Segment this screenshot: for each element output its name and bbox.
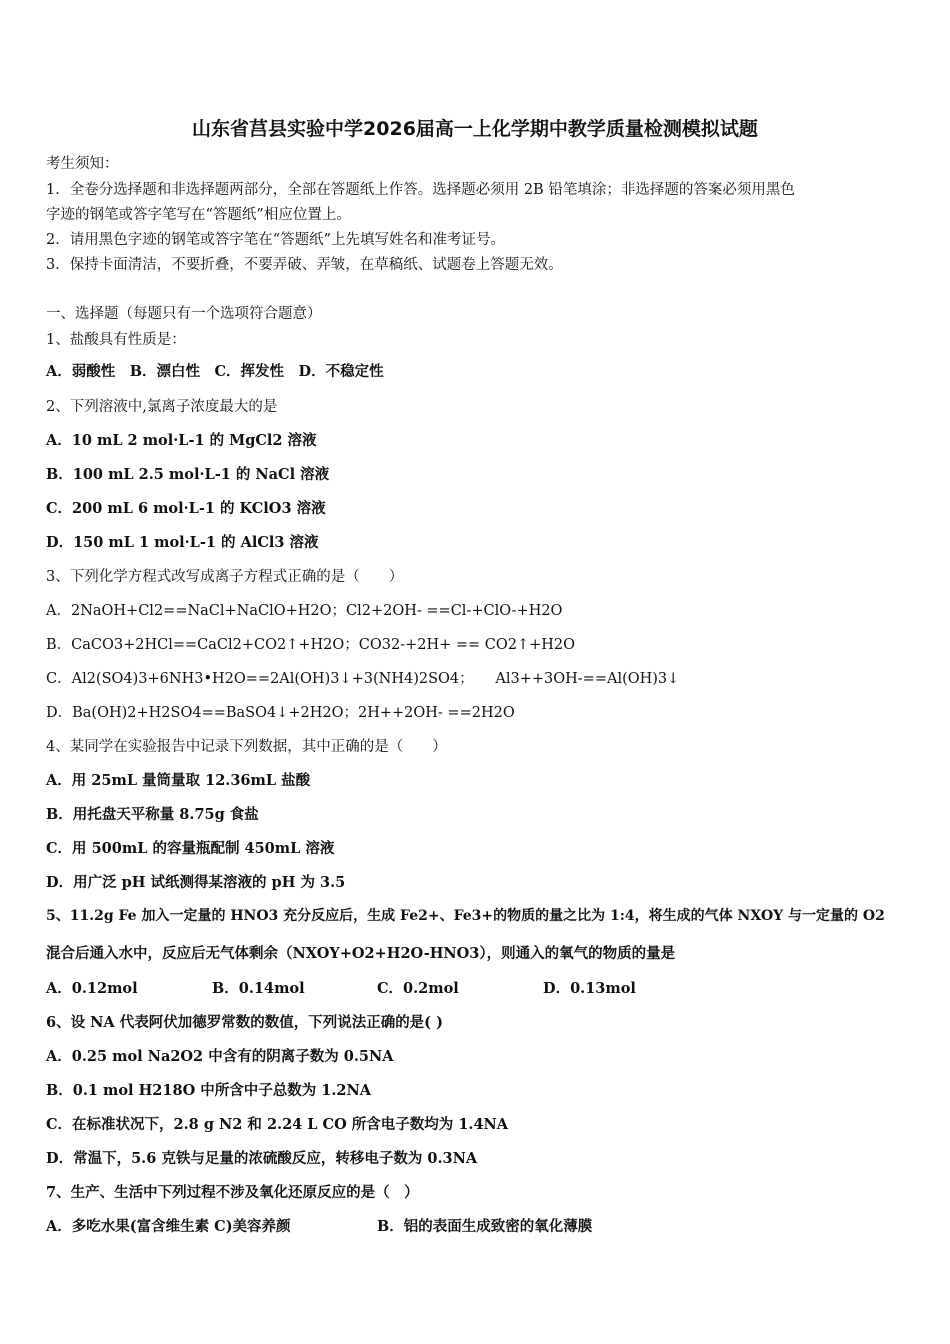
notice-line-3: 3．保持卡面清洁，不要折叠，不要弄破、弄皱，在草稿纸、试题卷上答题无效。: [46, 257, 563, 273]
q6-option-b: B．0.1 mol H218O 中所含中子总数为 1.2NA: [46, 1082, 372, 1099]
q4-option-c: C．用 500mL 的容量瓶配制 450mL 溶液: [46, 840, 335, 857]
q3-option-c: C．Al2(SO4)3+6NH3•H2O==2Al(OH)3↓+3(NH4)2SO4； Al3++3OH-==Al(OH)3↓: [46, 671, 680, 687]
q5-option-d: D．0.13mol: [543, 980, 636, 997]
q6-option-d: D．常温下，5.6 克铁与足量的浓硫酸反应，转移电子数为 0.3NA: [46, 1150, 478, 1167]
q5-option-b: B．0.14mol: [212, 980, 305, 997]
q3-option-b: B．CaCO3+2HCl==CaCl2+CO2↑+H2O；CO32-+2H+ == CO2↑+H2O: [46, 637, 576, 653]
q6-option-a: A．0.25 mol Na2O2 中含有的阴离子数为 0.5NA: [46, 1048, 394, 1065]
q6-option-c: C．在标准状况下，2.8 g N2 和 2.24 L CO 所含电子数均为 1.4NA: [46, 1116, 509, 1133]
section-heading: 一、选择题（每题只有一个选项符合题意）: [46, 306, 322, 322]
q5-option-a: A．0.12mol: [46, 980, 138, 997]
notice-line-1a: 1．全卷分选择题和非选择题两部分，全部在答题纸上作答。选择题必须用 2B 铅笔填涂；非选择题的答案必须用黑色: [46, 182, 795, 198]
q5-option-c: C．0.2mol: [377, 980, 459, 997]
q1-stem: 1、盐酸具有性质是：: [46, 332, 186, 348]
q1-options: A．弱酸性 B．漂白性 C．挥发性 D．不稳定性: [46, 363, 384, 380]
q7-option-b: B．铝的表面生成致密的氧化薄膜: [377, 1218, 593, 1235]
q2-option-c: C．200 mL 6 mol·L-1 的 KClO3 溶液: [46, 500, 326, 517]
q7-option-a: A．多吃水果(富含维生素 C)美容养颜: [46, 1218, 291, 1235]
q2-option-b: B．100 mL 2.5 mol·L-1 的 NaCl 溶液: [46, 466, 330, 483]
q3-option-d: D．Ba(OH)2+H2SO4==BaSO4↓+2H2O；2H++2OH- ==2H2O: [46, 705, 515, 721]
notice-line-2: 2．请用黑色字迹的钢笔或答字笔在“答题纸”上先填写姓名和准考证号。: [46, 232, 506, 248]
q4-stem: 4、某同学在实验报告中记录下列数据，其中正确的是（ ）: [46, 739, 447, 755]
q5-stem-line-1: 5、11.2g Fe 加入一定量的 HNO3 充分反应后，生成 Fe2+、Fe3+的物质的量之比为 1:4，将生成的气体 NXOY 与一定量的 O2: [46, 908, 885, 924]
notice-heading: 考生须知：: [46, 156, 119, 172]
page-title: 山东省莒县实验中学2026届高一上化学期中教学质量检测模拟试题: [192, 118, 758, 140]
q3-stem: 3、下列化学方程式改写成离子方程式正确的是（ ）: [46, 569, 404, 585]
notice-line-1b: 字迹的钢笔或答字笔写在“答题纸”相应位置上。: [46, 207, 351, 223]
q6-stem: 6、设 NA 代表阿伏加德罗常数的数值，下列说法正确的是( ): [46, 1014, 443, 1031]
q2-option-d: D．150 mL 1 mol·L-1 的 AlCl3 溶液: [46, 534, 319, 551]
q4-option-d: D．用广泛 pH 试纸测得某溶液的 pH 为 3.5: [46, 874, 346, 891]
q7-stem: 7、生产、生活中下列过程不涉及氧化还原反应的是（ ）: [46, 1184, 419, 1201]
q4-option-a: A．用 25mL 量筒量取 12.36mL 盐酸: [46, 772, 311, 789]
q5-stem-line-2: 混合后通入水中，反应后无气体剩余（NXOY+O2+H2O-HNO3），则通入的氧气的物质的量是: [46, 945, 676, 962]
q3-option-a: A．2NaOH+Cl2==NaCl+NaClO+H2O；Cl2+2OH- ==Cl-+ClO-+H2O: [46, 603, 563, 619]
q2-option-a: A．10 mL 2 mol·L-1 的 MgCl2 溶液: [46, 432, 317, 449]
q4-option-b: B．用托盘天平称量 8.75g 食盐: [46, 806, 259, 823]
q2-stem: 2、下列溶液中,氯离子浓度最大的是: [46, 399, 278, 415]
